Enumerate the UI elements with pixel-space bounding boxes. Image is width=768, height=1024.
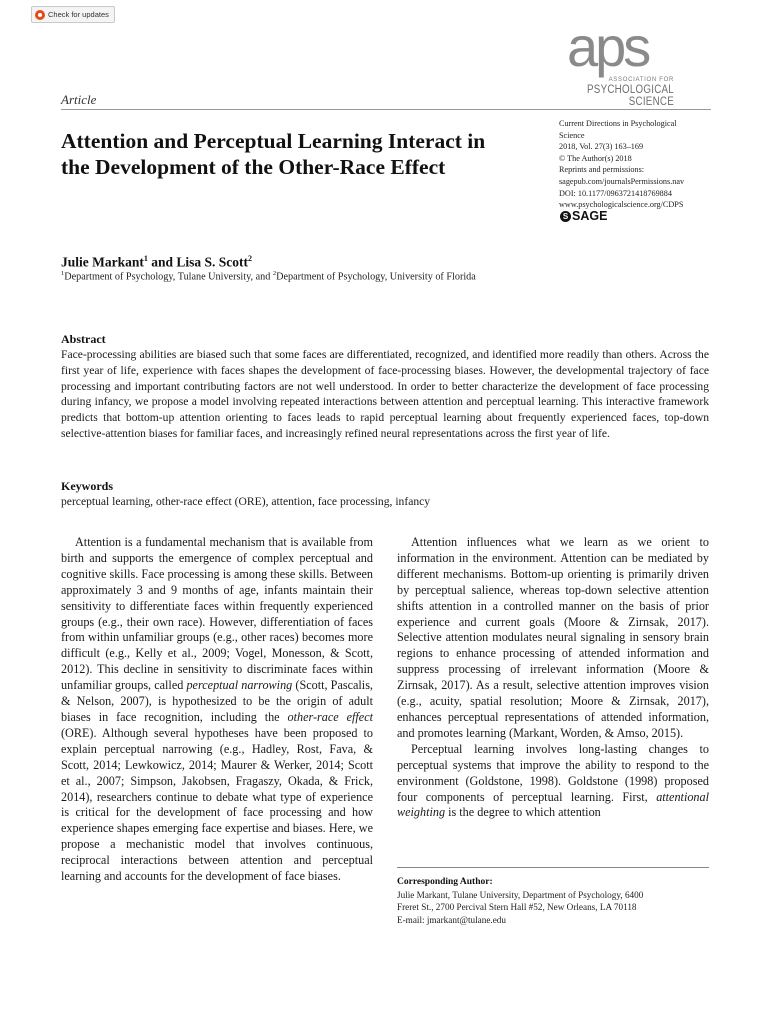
- author-affiliation-mark: 2: [248, 254, 253, 263]
- corresponding-author-email[interactable]: E-mail: jmarkant@tulane.edu: [397, 914, 506, 925]
- corresponding-author-line: Julie Markant, Tulane University, Department of Psychology, 6400: [397, 890, 644, 900]
- affiliation-text: Department of Psychology, University of Florida: [276, 271, 476, 283]
- author-name: Lisa S. Scott: [176, 254, 249, 270]
- check-for-updates-button[interactable]: [31, 6, 115, 23]
- aps-wordmark: aps: [567, 22, 649, 78]
- update-icon: [35, 10, 45, 20]
- affiliations: [61, 270, 476, 282]
- sage-logo: [560, 209, 607, 223]
- header-divider: [61, 109, 711, 110]
- journal-info-link[interactable]: sagepub.com/journalsPermissions.nav: [559, 176, 685, 186]
- check-for-updates-label: Check for updates: [48, 10, 109, 19]
- footnote-divider: [397, 867, 709, 868]
- affiliation-mark: 2: [272, 270, 277, 277]
- body-column-left: [61, 535, 373, 885]
- logo-subtitle-psychological-science: PSYCHOLOGICAL SCIENCE: [587, 84, 674, 108]
- body-column-right: [397, 535, 709, 821]
- sage-wordmark: SAGE: [572, 209, 608, 223]
- author-name: Julie Markant: [61, 254, 144, 270]
- emphasis-term: attentional weighting: [397, 789, 709, 820]
- article-title: Attention and Perceptual Learning Interact in the Development of the Other-Race Effect: [61, 129, 486, 179]
- article-type-label: Article: [61, 92, 97, 107]
- body-paragraph: Attention influences what we learn as we orient to information in the environment. Attention can be mediated by different mechanisms. Bottom-up orienting is primarily driven by perceptual salience, whereas top-down selective attention shifts attention in a controlled manner on the basis of prior experience and current goals (Moore & Zirnsak, 2017). Selective attention modulates neural signaling in sensory brain regions to enhance processing of attended information and suppress processing of irrelevant information (Moore & Zirnsak, 2017). As a result, selective attention improves vision (e.g., acuity, spatial resolution; Moore & Zirnsak, 2017), enhances perceptual representations of attended information, and promotes learning (Markant, Worden, & Amso, 2015).: [397, 535, 709, 740]
- journal-info-line: Reprints and permissions:: [559, 165, 645, 175]
- author-list: [61, 254, 252, 271]
- abstract-text: Face-processing abilities are biased such that some faces are differentiated, recognized, and identified more readily than others. Across the first year of life, experience with faces shapes the development of face-processing biases. However, the developmental trajectory of face processing and important contributing factors are not well understood. In order to better characterize the development of face processing during infancy, we propose a model involving repeated interactions between attention and perceptual learning. This interactive framework predicts that bottom-up attention orienting to faces leads to rapid perceptual learning about frequently experienced faces, top-down selective-attention biases for familiar faces, and increasingly refined neural representations across the first year of life.: [61, 348, 709, 440]
- journal-info-line: Current Directions in Psychological: [559, 119, 677, 128]
- journal-url[interactable]: www.psychologicalscience.org/CDPS: [559, 200, 684, 210]
- journal-info-line: Science: [559, 130, 585, 140]
- emphasis-term: perceptual narrowing: [186, 678, 293, 693]
- journal-info-line: 2018, Vol. 27(3) 163–169: [559, 142, 644, 152]
- author-joiner: and: [147, 254, 177, 270]
- journal-doi[interactable]: DOI: 10.1177/0963721418769884: [559, 188, 672, 198]
- sage-mark-icon: S: [560, 211, 571, 222]
- abstract-heading: Abstract: [61, 332, 106, 346]
- journal-info: [559, 118, 749, 211]
- affiliation-text: Department of Psychology, Tulane University, and: [64, 271, 273, 283]
- keywords-text: perceptual learning, other-race effect (ORE), attention, face processing, infancy: [61, 495, 431, 508]
- logo-subtitle-association: ASSOCIATION FOR: [608, 77, 674, 83]
- corresponding-author-heading: Corresponding Author:: [397, 877, 493, 887]
- keywords-heading: Keywords: [61, 479, 113, 493]
- body-paragraph: Perceptual learning involves long-lasting changes to perceptual systems that improve the ability to respond to the environment (Goldstone, 1998). Goldstone (1998) proposed four components of perceptual learning. First, attentional weighting is the degree to which attention: [397, 741, 709, 820]
- corresponding-author-line: Freret St., 2700 Percival Stern Hall #52, New Orleans, LA 70118: [397, 902, 637, 913]
- affiliation-mark: 1: [61, 270, 65, 277]
- aps-logo: [565, 22, 665, 82]
- corresponding-author-details: [397, 889, 709, 926]
- journal-info-line: © The Author(s) 2018: [559, 153, 632, 163]
- emphasis-term: other-race effect: [287, 709, 373, 724]
- author-affiliation-mark: 1: [143, 254, 148, 263]
- body-paragraph: Attention is a fundamental mechanism that is available from birth and supports the emergence of complex perceptual and cognitive skills. Face processing is among these skills. Between approximately 3 and 9 months of age, infants maintain their sensitivity to differentiate faces within frequently experienced groups (e.g., their own race). However, differentiation of faces from within unfamiliar groups (e.g., other races) becomes more difficult (e.g., Kelly et al., 2009; Vogel, Monesson, & Scott, 2012). This decline in sensitivity to discriminate faces within unfamiliar groups, called perceptual narrowing (Scott, Pascalis, & Nelson, 2007), is hypothesized to be the origin of adult biases in face recognition, including the other-race effect (ORE). Although several hypotheses have been proposed to explain perceptual narrowing (e.g., Hadley, Rost, Fava, & Scott, 2014; Lewkowicz, 2014; Maurer & Werker, 2014; Scott et al., 2007; Simpson, Jakobsen, Fragaszy, Okada, & Frick, 2014), researchers continue to debate what type of experience is critical for the development of face processing and how experience shapes emerging face expertise and biases. Here, we propose a mechanistic model that involves continuous, reciprocal interactions between attention and perceptual learning and accounts for the development of face biases.: [61, 535, 373, 884]
